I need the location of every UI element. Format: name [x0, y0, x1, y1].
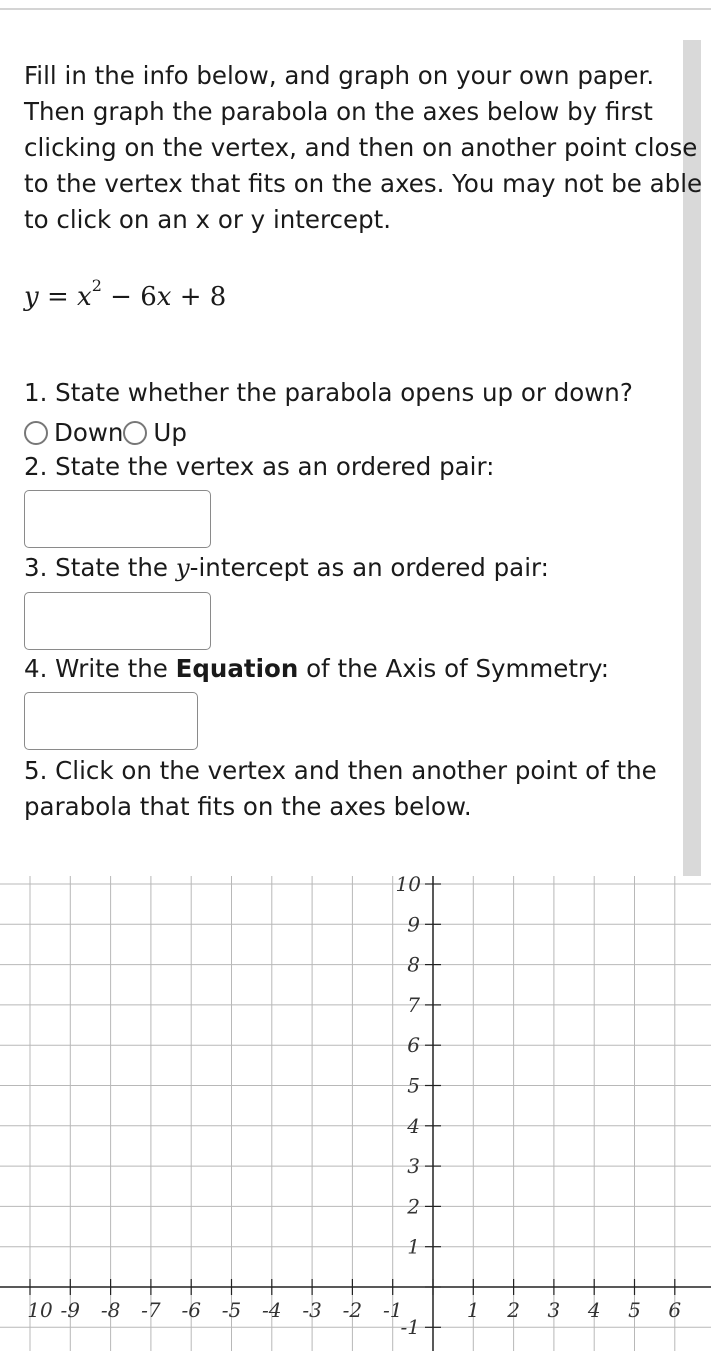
eq-x: x: [77, 282, 92, 312]
eq-equals: =: [46, 282, 69, 312]
x-tick-label: 3: [547, 1298, 561, 1322]
y-tick-label: 1: [407, 1234, 420, 1259]
question-3: [24, 553, 549, 582]
y-tick-label: -1: [400, 1315, 420, 1339]
eq-exponent: 2: [91, 276, 102, 295]
q4-suffix: of the Axis of Symmetry:: [298, 654, 609, 683]
y-tick-labels: [396, 876, 422, 1339]
eq-minus: −: [110, 282, 132, 312]
y-tick-label: 3: [407, 1154, 420, 1179]
question-content: [24, 58, 704, 238]
y-tick-label: 10: [395, 876, 421, 896]
radio-down[interactable]: [24, 421, 48, 445]
axes: [0, 876, 711, 1351]
y-intercept-input[interactable]: [24, 592, 211, 650]
q3-prefix: 3. State the: [24, 553, 176, 582]
instructions-text: Fill in the info below, and graph on your own paper. Then graph the parabola on the axes below by first clicking on the vertex, and then on another point close to the vertex that fits on the axes. You may not be able to click on an x or y intercept.: [24, 61, 703, 234]
x-tick-label: -8: [100, 1298, 121, 1322]
question-1: 1. State whether the parabola opens up or down?: [24, 378, 633, 407]
q4-bold: Equation: [175, 654, 299, 683]
y-tick-label: 6: [407, 1033, 420, 1058]
y-tick-label: 2: [407, 1194, 420, 1219]
eq-coef: 6: [140, 282, 157, 312]
axis-of-symmetry-input[interactable]: [24, 692, 198, 750]
x-tick-label: -7: [141, 1298, 161, 1322]
x-tick-labels: [27, 1298, 681, 1322]
eq-const: 8: [209, 282, 227, 312]
y-tick-label: 5: [407, 1073, 420, 1098]
q3-var: y: [175, 553, 190, 582]
question-4: [24, 654, 609, 683]
question-2: 2. State the vertex as an ordered pair:: [24, 452, 495, 481]
q4-prefix: 4. Write the: [24, 654, 176, 683]
y-tick-label: 8: [407, 952, 420, 977]
x-tick-label: -6: [181, 1298, 201, 1322]
x-tick-label: -1: [382, 1298, 403, 1322]
question-5-line1: 5. Click on the vertex and then another point of the: [24, 756, 657, 785]
q3-suffix: -intercept as an ordered pair:: [189, 553, 549, 582]
eq-plus: +: [179, 282, 202, 312]
y-tick-label: 4: [407, 1113, 420, 1138]
y-tick-label: 7: [407, 992, 420, 1017]
x-tick-label: 2: [507, 1298, 520, 1322]
x-tick-label: 6: [668, 1298, 682, 1322]
eq-y: y: [24, 282, 39, 312]
x-tick-label: 10: [27, 1298, 53, 1322]
radio-up[interactable]: [123, 421, 147, 445]
x-tick-label: -2: [342, 1298, 363, 1322]
x-tick-label: 1: [466, 1298, 480, 1322]
x-tick-label: 5: [628, 1298, 641, 1322]
coordinate-graph[interactable]: [0, 876, 711, 1351]
vertex-input[interactable]: [24, 490, 211, 548]
x-tick-label: -9: [60, 1298, 81, 1322]
parabola-equation: [24, 276, 226, 312]
x-tick-label: -3: [302, 1298, 322, 1322]
grid-lines: [0, 876, 711, 1351]
radio-down-label[interactable]: Down: [54, 418, 124, 447]
x-tick-label: -4: [262, 1298, 282, 1322]
radio-up-label[interactable]: Up: [153, 418, 187, 447]
eq-x2: x: [156, 282, 172, 312]
direction-radio-group: [24, 418, 187, 447]
x-tick-label: 4: [587, 1298, 601, 1322]
question-5-line2: parabola that fits on the axes below.: [24, 792, 472, 821]
x-tick-label: -5: [221, 1298, 242, 1322]
top-divider: [0, 8, 711, 10]
y-tick-label: 9: [407, 912, 420, 937]
